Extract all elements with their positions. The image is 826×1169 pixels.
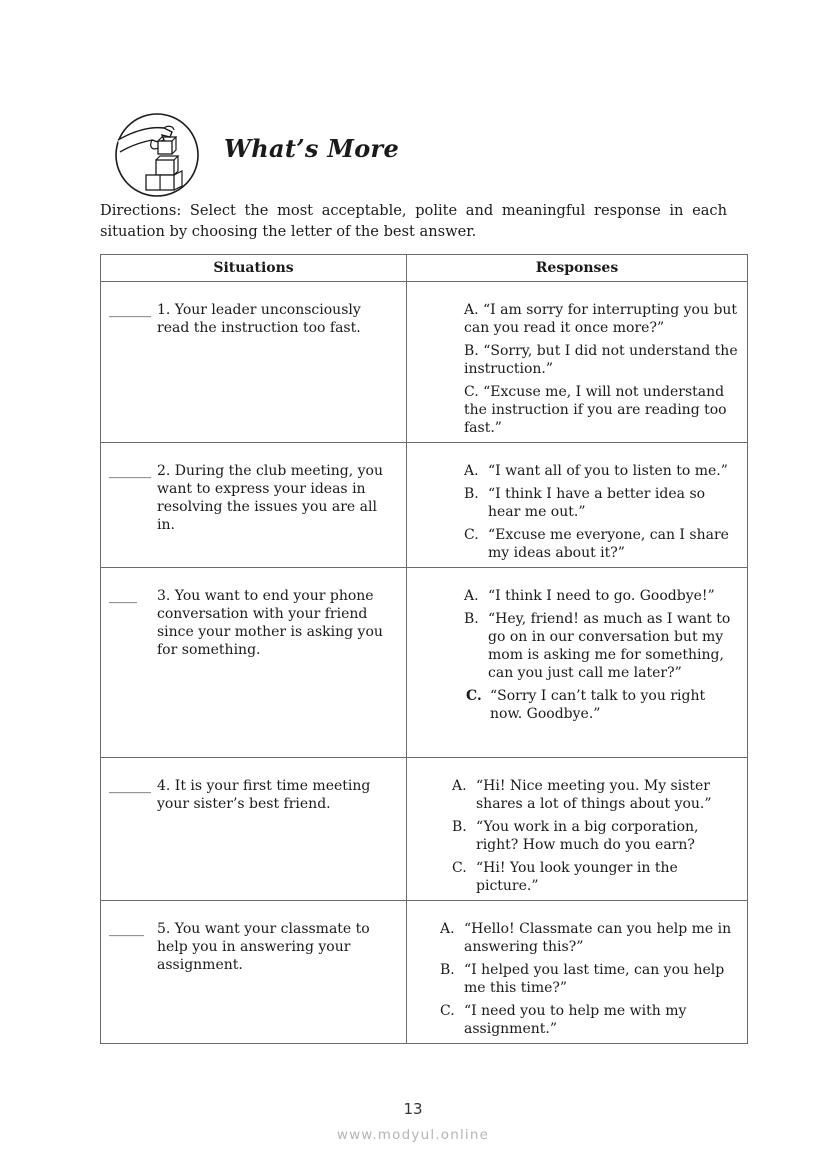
response-list	[407, 920, 747, 1038]
response-option	[440, 1002, 739, 1038]
response-option	[464, 526, 739, 562]
response-list	[407, 587, 747, 723]
option-letter: A.	[464, 302, 479, 318]
option-letter: A.	[440, 921, 455, 937]
option-letter: C.	[452, 860, 467, 876]
answer-blank[interactable]: _____	[109, 921, 144, 937]
option-letter: C.	[466, 688, 482, 704]
option-letter: C.	[440, 1003, 455, 1019]
situation-text: 2. During the club meeting, you want to express your ideas in resolving the issues you are all in.	[157, 463, 383, 533]
situation-text: 5. You want your classmate to help you in answering your assignment.	[157, 921, 370, 973]
situation-cell	[101, 282, 407, 443]
activity-table	[100, 254, 748, 1044]
response-cell	[407, 282, 748, 443]
directions-text: Directions: Select the most acceptable, polite and meaningful response in each situation by choosing the letter of the best answer.	[100, 202, 727, 240]
option-text: “Sorry, but I did not understand the instruction.”	[464, 343, 738, 377]
answer-blank[interactable]: ______	[109, 778, 151, 794]
option-letter: B.	[452, 819, 467, 835]
table-row	[101, 568, 748, 758]
option-letter: C.	[464, 384, 479, 400]
response-cell	[407, 443, 748, 568]
situation-cell	[101, 568, 407, 758]
header-responses: Responses	[407, 255, 748, 282]
option-letter: C.	[464, 527, 479, 543]
page-number: 13	[403, 1100, 423, 1118]
table-row	[101, 901, 748, 1044]
option-text: “I need you to help me with my assignment.”	[464, 1003, 687, 1037]
option-letter: A.	[464, 463, 479, 479]
hand-stacking-blocks-icon	[112, 112, 204, 198]
table-header-row	[101, 255, 748, 282]
answer-blank[interactable]: ____	[109, 588, 137, 604]
section-title: What’s More	[224, 134, 400, 163]
header-situations: Situations	[101, 255, 407, 282]
situation-text: 1. Your leader unconsciously read the instruction too fast.	[157, 302, 361, 336]
option-text: “I helped you last time, can you help me this time?”	[464, 962, 725, 996]
option-text: “I am sorry for interrupting you but can you read it once more?”	[464, 302, 738, 336]
option-text: “Sorry I can’t talk to you right now. Goodbye.”	[490, 688, 706, 722]
option-text: “Hi! You look younger in the picture.”	[476, 860, 678, 894]
watermark: www.modyul.online	[336, 1127, 490, 1143]
response-option	[464, 485, 739, 521]
answer-blank[interactable]: ______	[109, 302, 151, 318]
option-text: “Excuse me everyone, can I share my ideas about it?”	[488, 527, 729, 561]
response-list	[407, 777, 747, 895]
response-option	[464, 610, 739, 682]
option-text: “Hello! Classmate can you help me in answering this?”	[464, 921, 732, 955]
table-row	[101, 282, 748, 443]
table-row	[101, 443, 748, 568]
response-option	[452, 777, 739, 813]
option-text: “Excuse me, I will not understand the instruction if you are reading too fast.”	[464, 384, 727, 436]
situation-cell	[101, 901, 407, 1044]
response-list	[407, 301, 747, 437]
table-row	[101, 758, 748, 901]
response-option	[464, 383, 739, 437]
response-cell	[407, 901, 748, 1044]
situation-cell	[101, 443, 407, 568]
response-cell	[407, 758, 748, 901]
option-letter: B.	[440, 962, 455, 978]
response-option	[464, 301, 739, 337]
option-text: “You work in a big corporation, right? How much do you earn?	[476, 819, 699, 853]
option-text: “I want all of you to listen to me.”	[488, 463, 728, 479]
response-option	[452, 818, 739, 854]
response-option	[466, 687, 739, 723]
option-text: “I think I have a better idea so hear me out.”	[488, 486, 706, 520]
response-cell	[407, 568, 748, 758]
option-text: “I think I need to go. Goodbye!”	[488, 588, 715, 604]
option-letter: B.	[464, 486, 479, 502]
response-option	[440, 961, 739, 997]
option-letter: B.	[464, 343, 479, 359]
response-option	[464, 462, 739, 480]
response-option	[452, 859, 739, 895]
option-text: “Hey, friend! as much as I want to go on in our conversation but my mom is asking me for something, can you just call me later?”	[488, 611, 731, 681]
option-letter: B.	[464, 611, 479, 627]
situation-text: 3. You want to end your phone conversation with your friend since your mother is asking you for something.	[157, 588, 383, 658]
response-list	[407, 462, 747, 562]
response-option	[464, 587, 739, 605]
option-letter: A.	[452, 778, 467, 794]
option-letter: A.	[464, 588, 479, 604]
situation-text: 4. It is your first time meeting your sister’s best friend.	[157, 778, 371, 812]
response-option	[464, 342, 739, 378]
answer-blank[interactable]: ______	[109, 463, 151, 479]
situation-cell	[101, 758, 407, 901]
option-text: “Hi! Nice meeting you. My sister shares a lot of things about you.”	[476, 778, 712, 812]
response-option	[440, 920, 739, 956]
